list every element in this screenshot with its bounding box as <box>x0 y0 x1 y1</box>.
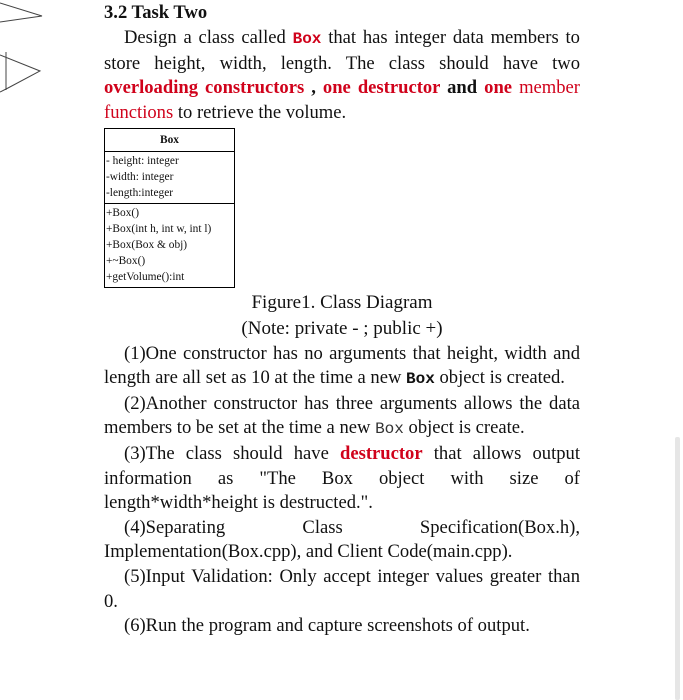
scrollbar[interactable] <box>675 437 680 700</box>
overloading-constructors-text: overloading constructors <box>104 77 305 99</box>
decorative-lines <box>0 0 60 110</box>
requirement-item <box>104 342 580 392</box>
intro-and: and <box>440 77 485 99</box>
requirement-item: (6)Run the program and capture screenshots of output. <box>124 615 530 637</box>
item-3-destructor: destructor <box>340 443 423 464</box>
uml-method: +Box(int h, int w, int l) <box>106 223 212 235</box>
class-name-box: Box <box>292 30 322 48</box>
uml-attribute: - height: integer <box>106 155 179 168</box>
uml-attributes <box>105 152 234 204</box>
section-heading: 3.2 Task Two <box>104 2 208 23</box>
document-body <box>104 0 580 639</box>
uml-methods <box>105 204 234 287</box>
uml-method: +~Box() <box>106 254 146 267</box>
uml-attribute: -length:integer <box>106 187 174 200</box>
intro-text-1: Design a class called <box>124 27 293 48</box>
requirements-list <box>104 342 580 639</box>
intro-comma: , <box>304 77 323 99</box>
uml-method: +Box() <box>106 207 139 220</box>
member-functions-text: member functions <box>104 77 580 123</box>
item-2-box: Box <box>375 420 404 439</box>
item-1-box: Box <box>406 370 435 389</box>
intro-text-5: to retrieve the volume. <box>173 101 347 123</box>
one-destructor-text: one destructor <box>322 77 441 99</box>
uml-method: +Box(Box & obj) <box>106 238 188 251</box>
figure-note: (Note: private - ; public +) <box>241 317 443 339</box>
requirement-item <box>104 392 580 442</box>
intro-paragraph <box>104 26 580 125</box>
one-text: one <box>484 77 513 99</box>
item-3-text-a: (3)The class should have <box>124 443 340 464</box>
uml-method: +getVolume():int <box>106 270 185 283</box>
figure-caption: Figure1. Class Diagram <box>251 291 433 313</box>
item-2-text-b: object is create. <box>403 417 525 439</box>
requirement-item: (4)Separating Class Specification(Box.h), Implementation(Box.cpp), and Client Code(main.cpp). <box>104 516 580 563</box>
requirement-item: (5)Input Validation: Only accept integer values greater than 0. <box>104 565 580 612</box>
requirement-item <box>104 442 580 516</box>
item-1-text-a: (1)One constructor has no arguments that height, width and length are all set as 10 at the time a new <box>104 342 580 389</box>
item-2-text-a: (2)Another constructor has three arguments allows the data members to be set at the time a new <box>104 392 580 439</box>
uml-class-diagram <box>104 128 235 287</box>
uml-class-title: Box <box>105 129 234 152</box>
item-1-text-b: object is created. <box>434 367 565 389</box>
intro-text-2: that has integer data members to store height, width, length. The class should have two <box>104 27 580 74</box>
item-3-text-b: that allows output information as "The Box object with size of length*width*height is destructed.". <box>104 443 580 514</box>
uml-attribute: -width: integer <box>106 171 174 184</box>
